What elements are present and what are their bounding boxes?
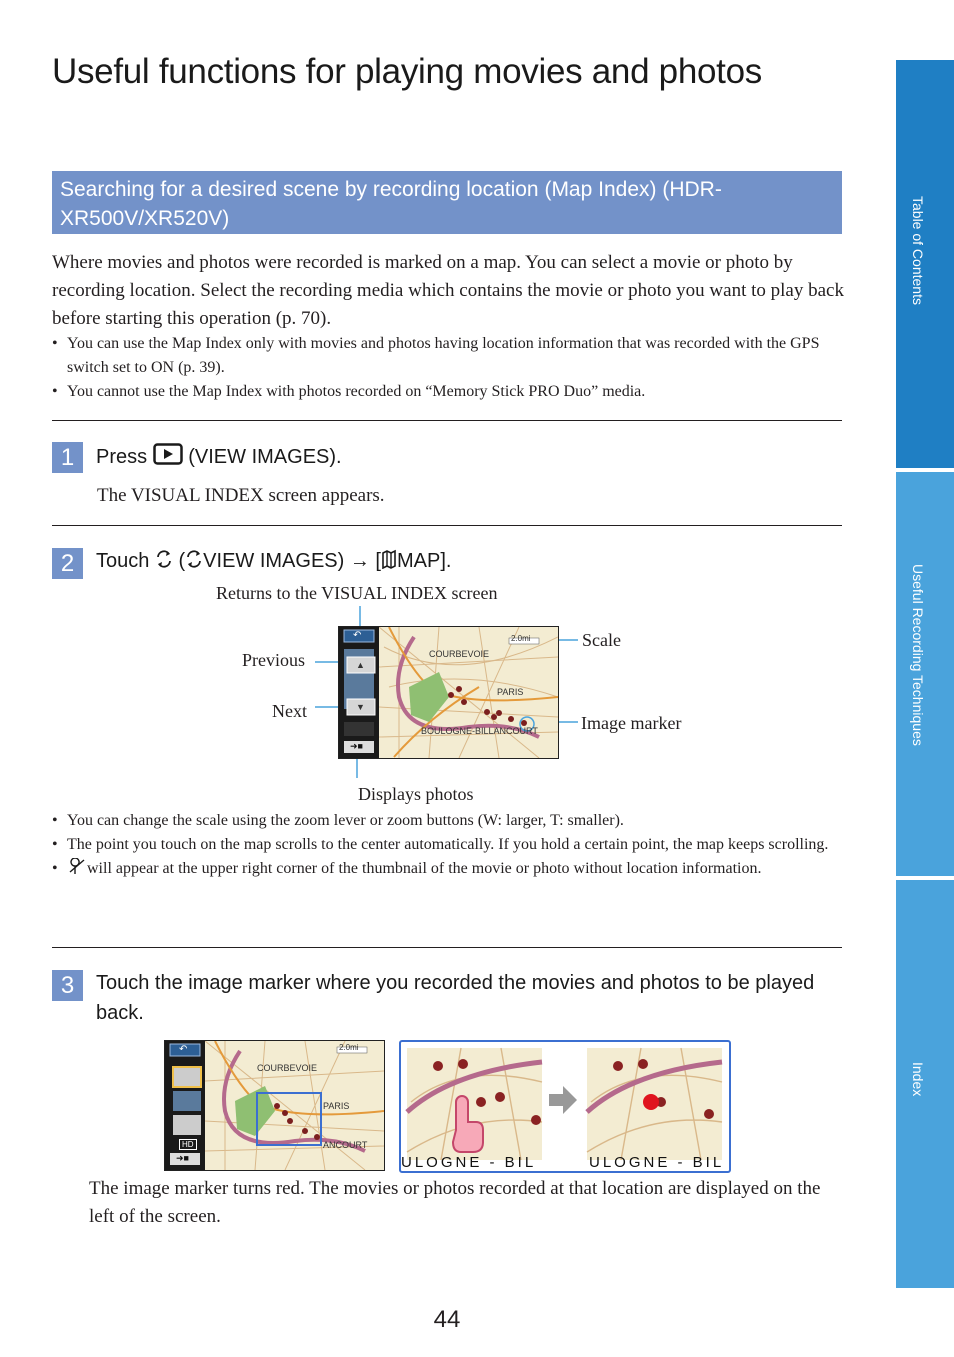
callout-returns: Returns to the VISUAL INDEX screen xyxy=(216,583,498,603)
bullet-text: You cannot use the Map Index with photos recorded on “Memory Stick PRO Duo” media. xyxy=(67,383,646,400)
map-index-screen xyxy=(164,1040,385,1171)
section-heading: Searching for a desired scene by recording location (Map Index) (HDR-XR500V/XR520V) xyxy=(60,178,722,230)
bullet-text: The point you touch on the map scrolls to the center automatically. If you hold a certain point, the map keeps scrolling. xyxy=(67,836,829,853)
bullet-text: You can use the Map Index only with movies and photos having location information that was recorded with the GPS switch set to ON (p. 39). xyxy=(67,335,820,376)
next-icon[interactable]: ▼ xyxy=(356,702,365,712)
step3-note: The image marker turns red. The movies or photos recorded at that location are displayed on the left of the screen. xyxy=(89,1178,821,1227)
step2-bracket: [ xyxy=(375,550,381,572)
map-label-paris: PARIS xyxy=(323,1101,350,1111)
step2-instruction xyxy=(96,546,451,576)
tab-useful-recording-techniques[interactable] xyxy=(896,472,954,876)
photo-icon[interactable]: ➜■ xyxy=(176,1153,189,1163)
tab-table-of-contents[interactable] xyxy=(896,60,954,468)
divider xyxy=(52,525,842,526)
view-images-icon xyxy=(153,443,183,465)
no-location-icon xyxy=(67,858,87,876)
map-scale: 2.0mi xyxy=(511,634,531,643)
map-label-paris: PARIS xyxy=(497,687,524,697)
previous-icon[interactable]: ▲ xyxy=(356,660,365,670)
list-item: • You cannot use the Map Index with photos recorded on “Memory Stick PRO Duo” media. xyxy=(52,383,646,400)
step2-map: MAP]. xyxy=(396,550,452,572)
map-scale: 2.0mi xyxy=(339,1043,359,1052)
list-item: • You can change the scale using the zoom lever or zoom buttons (W: larger, T: smaller). xyxy=(52,812,624,829)
step1-note: The VISUAL INDEX screen appears. xyxy=(97,485,385,506)
zoom-map-label-right: ULOGNE - BIL xyxy=(589,1154,725,1171)
list-item: • The point you touch on the map scrolls to the center automatically. If you hold a certain point, the map keeps scrolling. xyxy=(52,836,829,853)
intro-paragraph: Where movies and photos were recorded is marked on a map. You can select a movie or photo by recording location. Select the recording media which contains the movie or photo you want to play back before starting this operation (p. 70). xyxy=(52,252,844,329)
view-images-switch-icon xyxy=(185,549,203,569)
divider xyxy=(52,947,842,948)
step1-label: (VIEW IMAGES). xyxy=(188,446,342,468)
step1-instruction xyxy=(96,442,342,472)
tab-index[interactable] xyxy=(896,880,954,1288)
step2-view-images: VIEW IMAGES) xyxy=(203,550,345,572)
step3-instruction: Touch the image marker where you recorded the movies and photos to be played back. xyxy=(96,972,815,1024)
intro-bullet-list xyxy=(52,332,842,404)
arrow-right-icon: → xyxy=(349,550,370,572)
map-graphic xyxy=(339,627,558,758)
map-index-screen xyxy=(338,626,559,759)
zoom-panel xyxy=(399,1040,731,1173)
tab-label: Index xyxy=(910,1062,926,1097)
page-number: 44 xyxy=(433,1306,461,1333)
view-images-switch-icon xyxy=(155,549,173,569)
map-graphic xyxy=(165,1041,384,1170)
step-number: 2 xyxy=(52,548,83,579)
return-icon[interactable]: ↶ xyxy=(353,630,362,641)
callout-previous: Previous xyxy=(242,650,305,670)
step2-bullet-list xyxy=(52,809,842,881)
step2-paren: ( xyxy=(178,550,186,572)
map-label-courbevoie: COURBEVOIE xyxy=(257,1063,318,1073)
hd-badge: HD xyxy=(179,1139,197,1150)
list-item: • You can use the Map Index only with movies and photos having location information that was recorded with the GPS switch set to ON (p. 39). xyxy=(52,335,820,376)
tab-label: Table of Contents xyxy=(910,196,926,305)
map-label-ancourt: ANCOURT xyxy=(323,1140,368,1150)
map-label-courbevoie: COURBEVOIE xyxy=(429,649,490,659)
step1-press: Press xyxy=(96,446,148,468)
page-title: Useful functions for playing movies and photos xyxy=(52,52,762,91)
callout-image-marker: Image marker xyxy=(581,713,682,733)
callout-scale: Scale xyxy=(582,630,621,650)
return-icon[interactable]: ↶ xyxy=(179,1044,188,1055)
map-icon xyxy=(381,549,397,569)
map-label-boulogne: BOULOGNE-BILLANCOURT xyxy=(421,726,538,736)
callout-next: Next xyxy=(272,701,307,721)
list-item: • will appear at the upper right corner of the thumbnail of the movie or photo without location information. xyxy=(52,860,762,877)
bullet-text: You can change the scale using the zoom lever or zoom buttons (W: larger, T: smaller). xyxy=(67,812,624,829)
bullet-text: will appear at the upper right corner of the thumbnail of the movie or photo without location information. xyxy=(87,860,762,877)
callout-displays-photos: Displays photos xyxy=(358,784,474,804)
step2-touch: Touch xyxy=(96,550,150,572)
tab-label: Useful Recording Techniques xyxy=(910,564,926,746)
divider xyxy=(52,420,842,421)
photo-icon[interactable]: ➜■ xyxy=(350,741,363,751)
step-number: 1 xyxy=(52,442,83,473)
zoom-maps xyxy=(401,1042,729,1171)
section-heading-bar xyxy=(52,171,842,234)
step-number: 3 xyxy=(52,970,83,1001)
zoom-map-label-left: ULOGNE - BIL xyxy=(401,1154,537,1171)
